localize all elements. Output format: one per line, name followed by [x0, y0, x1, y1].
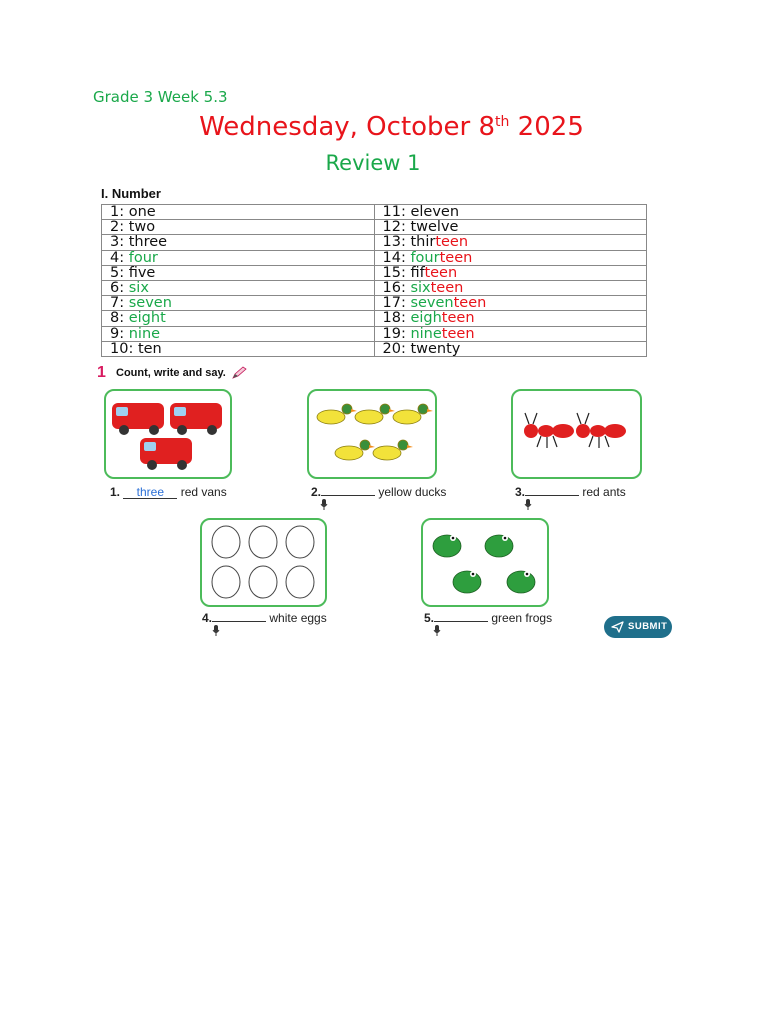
number-cell-right	[374, 205, 647, 220]
item-5-caption	[424, 611, 552, 625]
item-1-answer[interactable]: three	[123, 486, 177, 499]
item-4-text: white eggs	[269, 611, 327, 625]
number-row	[102, 235, 647, 250]
number-cell-left	[102, 265, 375, 280]
item-5-answer[interactable]	[434, 621, 488, 622]
white-eggs-illustration	[202, 520, 325, 605]
number-text-segment: 11: eleven	[382, 204, 460, 221]
picture-box-eggs	[200, 518, 327, 607]
number-text-segment: teen	[441, 325, 475, 342]
item-3-answer[interactable]	[525, 495, 579, 496]
grade-week-label: Grade 3 Week 5.3	[93, 88, 228, 106]
number-row	[102, 265, 647, 280]
exercise-instruction: Count, write and say.	[116, 367, 226, 379]
number-cell-right	[374, 341, 647, 356]
item-2-answer[interactable]	[321, 495, 375, 496]
microphone-icon[interactable]	[524, 499, 532, 511]
number-text-segment: 4:	[110, 249, 129, 266]
number-text-segment: nine	[410, 325, 442, 342]
picture-box-vans	[104, 389, 232, 479]
picture-box-frogs	[421, 518, 549, 607]
picture-box-ducks	[307, 389, 437, 479]
number-text-segment: 2: two	[110, 219, 156, 236]
microphone-icon[interactable]	[320, 499, 328, 511]
item-4-answer[interactable]	[212, 621, 266, 622]
title-ordinal-suffix: th	[495, 114, 510, 130]
item-1-number: 1.	[110, 485, 121, 499]
number-cell-left	[102, 205, 375, 220]
number-row	[102, 220, 647, 235]
item-1-caption	[110, 485, 227, 499]
item-4-number: 4.	[202, 611, 213, 625]
number-text-segment: six	[410, 280, 431, 297]
number-row	[102, 311, 647, 326]
number-text-segment: 17:	[382, 295, 411, 312]
number-text-segment: eigh	[410, 310, 442, 327]
number-cell-left	[102, 326, 375, 341]
number-text-segment: 5: five	[110, 264, 156, 281]
number-table	[101, 204, 647, 357]
microphone-icon[interactable]	[433, 625, 441, 637]
number-cell-right	[374, 220, 647, 235]
number-text-segment: eight	[128, 310, 166, 327]
number-text-segment: 1: one	[110, 204, 156, 221]
number-text-segment: 3: three	[110, 234, 168, 251]
title-year: 2025	[509, 112, 584, 142]
van-icon	[112, 403, 164, 435]
number-text-segment: teen	[430, 280, 464, 297]
red-ants-illustration	[513, 391, 640, 477]
number-row	[102, 326, 647, 341]
number-text-segment: 10: ten	[110, 340, 162, 357]
number-text-segment: seven	[410, 295, 454, 312]
number-text-segment: four	[410, 249, 440, 266]
item-3-caption	[515, 485, 626, 499]
number-text-segment: 13: thir	[382, 234, 436, 251]
number-text-segment: 12: twelve	[382, 219, 459, 236]
number-text-segment: 18:	[382, 310, 411, 327]
item-5-text: green frogs	[491, 611, 553, 625]
microphone-icon[interactable]	[212, 625, 220, 637]
number-cell-left	[102, 220, 375, 235]
number-cell-left	[102, 250, 375, 265]
number-text-segment: teen	[424, 264, 458, 281]
number-row	[102, 280, 647, 295]
green-frogs-illustration	[423, 520, 547, 605]
send-icon	[611, 621, 624, 633]
picture-box-ants	[511, 389, 642, 479]
number-cell-right	[374, 311, 647, 326]
item-4-caption	[202, 611, 327, 625]
pencil-icon	[231, 366, 247, 380]
page-title	[0, 112, 768, 142]
number-row	[102, 296, 647, 311]
submit-button[interactable]	[604, 616, 672, 638]
number-text-segment: 14:	[382, 249, 411, 266]
number-table-body	[102, 205, 647, 357]
number-text-segment: 16:	[382, 280, 411, 297]
number-cell-left	[102, 341, 375, 356]
number-text-segment: six	[128, 280, 149, 297]
number-text-segment: 20: twenty	[382, 340, 461, 357]
number-cell-left	[102, 311, 375, 326]
submit-label: SUBMIT	[628, 621, 668, 632]
number-text-segment: 8:	[110, 310, 129, 327]
number-text-segment: nine	[128, 325, 161, 342]
number-cell-right	[374, 326, 647, 341]
number-text-segment: 19:	[382, 325, 411, 342]
number-cell-right	[374, 296, 647, 311]
red-vans-illustration	[106, 391, 230, 477]
section-number-label: I. Number	[101, 186, 161, 201]
number-text-segment: 9:	[110, 325, 129, 342]
number-cell-left	[102, 280, 375, 295]
number-cell-left	[102, 296, 375, 311]
number-row	[102, 205, 647, 220]
number-text-segment: teen	[439, 249, 473, 266]
number-text-segment: 7:	[110, 295, 129, 312]
item-3-text: red ants	[582, 485, 626, 499]
number-cell-right	[374, 265, 647, 280]
number-text-segment: 6:	[110, 280, 129, 297]
exercise-number: 1	[97, 364, 106, 381]
number-row	[102, 341, 647, 356]
item-2-text: yellow ducks	[378, 485, 447, 499]
number-text-segment: teen	[441, 310, 475, 327]
number-cell-left	[102, 235, 375, 250]
page-subtitle: Review 1	[325, 151, 421, 175]
item-2-number: 2.	[311, 485, 322, 499]
title-date: Wednesday, October 8	[199, 112, 496, 142]
number-cell-right	[374, 280, 647, 295]
yellow-ducks-illustration	[309, 391, 435, 477]
number-text-segment: teen	[435, 234, 469, 251]
number-cell-right	[374, 235, 647, 250]
number-text-segment: 15: fif	[382, 264, 425, 281]
item-1-text: red vans	[180, 485, 227, 499]
item-3-number: 3.	[515, 485, 526, 499]
number-text-segment: seven	[128, 295, 172, 312]
item-2-caption	[311, 485, 446, 499]
number-text-segment: four	[128, 249, 158, 266]
item-5-number: 5.	[424, 611, 435, 625]
number-cell-right	[374, 250, 647, 265]
number-text-segment: teen	[453, 295, 487, 312]
number-row	[102, 250, 647, 265]
